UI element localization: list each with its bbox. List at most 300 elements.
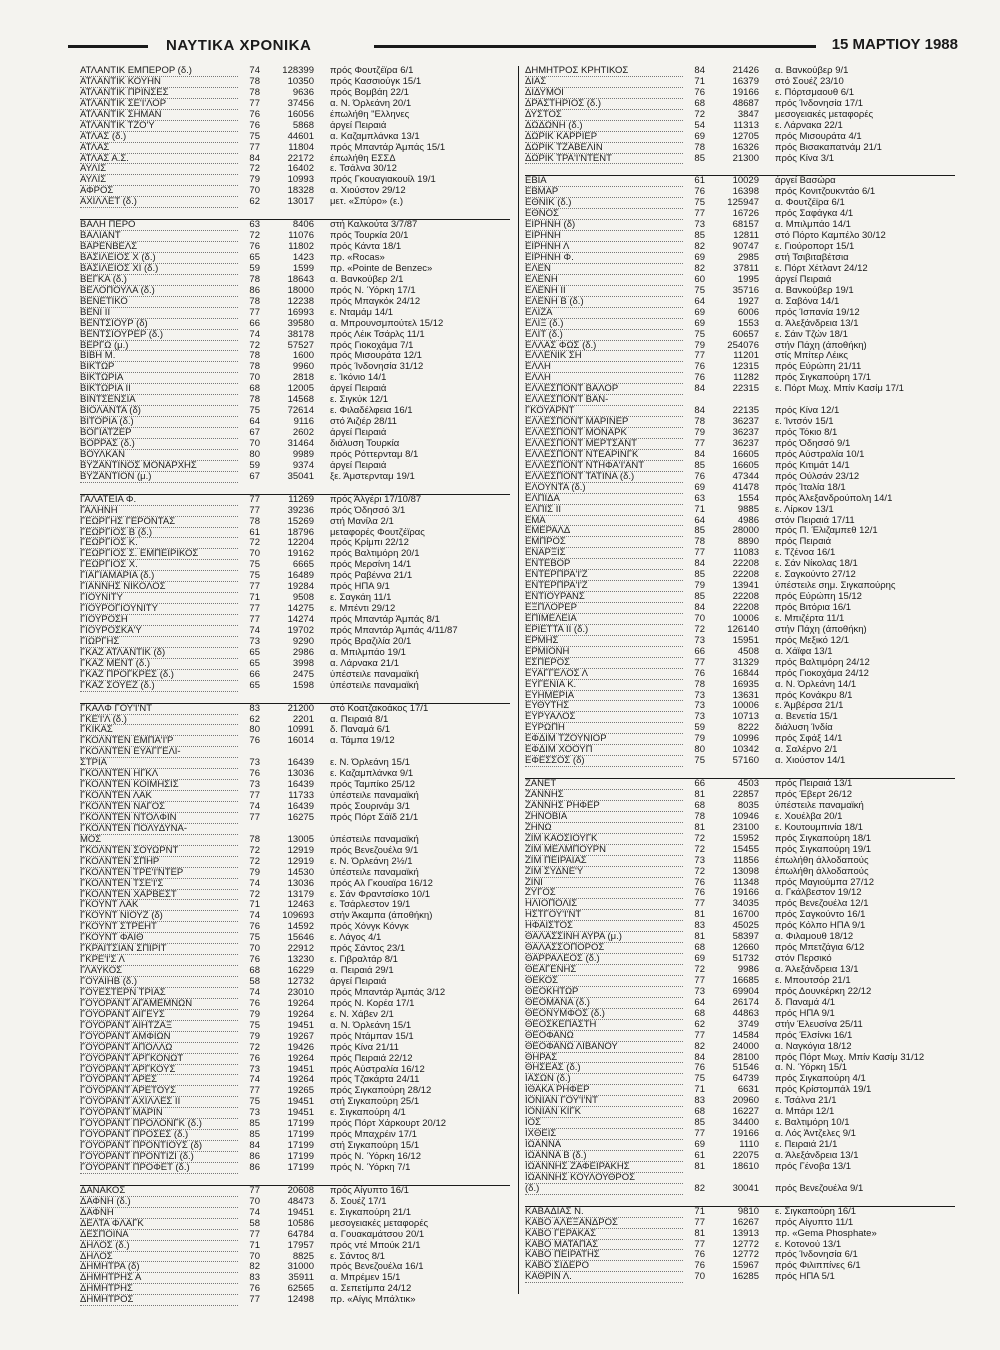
build-year: 72 [694, 964, 705, 975]
position: πρός Ν. Κορέα 17/1 [330, 998, 415, 1009]
ship-row [525, 1184, 955, 1195]
tonnage: 1599 [292, 262, 314, 274]
build-year: 65 [249, 646, 260, 658]
tonnage: 4508 [737, 645, 759, 657]
tonnage: 12772 [732, 1249, 759, 1261]
tonnage: 1553 [737, 317, 759, 329]
ship-name: ΒΕΝΕΤΙΚΟ [80, 297, 238, 308]
build-year: 77 [249, 1184, 260, 1196]
ship-name: ΓΙΑΝΝΗΣ ΝΙΚΟΛΟΣ [80, 582, 238, 593]
ship-name: ΘΗΣΕΑΣ (δ.) [525, 1063, 683, 1074]
position: ξε. Άμστερνταμ 19/1 [330, 471, 415, 482]
tonnage: 26174 [732, 996, 759, 1008]
build-year: 78 [694, 810, 705, 822]
ship-name: ΕΥΘΥΤΗΣ [525, 701, 683, 712]
position: ε. Σάιν Τζών 18/1 [775, 329, 848, 340]
tonnage: 3998 [292, 657, 314, 669]
position: πρός Βομβάη 22/1 [330, 87, 409, 98]
position: α. Λός Άντζελες 9/1 [775, 1129, 856, 1140]
ship-name: ΕΛΕΝΗ [525, 275, 683, 286]
position: πρός Πειραιά [775, 537, 832, 548]
position: ε. Πόρτσμαουθ 6/1 [775, 87, 854, 98]
position: δ. Παναμά 4/1 [775, 997, 835, 1008]
build-year: 84 [694, 383, 705, 395]
ship-row [80, 495, 510, 506]
build-year: 77 [249, 306, 260, 318]
position: πρός Σαφάγκα 4/1 [775, 209, 854, 220]
tonnage: 2985 [737, 252, 759, 263]
ship-name: ΚΑΒΑΔΙΑΣ Ν. [525, 1207, 683, 1218]
ship-name: ΒΕΝΤΣΙΟΥΡ (δ) [80, 319, 238, 330]
ship-name: ΔΩΡΙΚ ΤΖΑΒΕΛΙΝ [525, 143, 683, 154]
position: πρός Ρόττερνταμ 8/1 [330, 449, 419, 460]
ship-name: ΕΘΝΙΚ (δ.) [525, 198, 683, 209]
build-year: 73 [249, 1063, 260, 1075]
position: πρός Πόρτ Σάϊδ 21/1 [330, 812, 419, 823]
tonnage: 13230 [287, 954, 314, 966]
position: πρός Γιοκοχάμα 24/12 [775, 668, 869, 679]
ship-group [525, 66, 955, 164]
build-year: 76 [694, 361, 705, 373]
ship-name: ΕΥΡΩΠΗ [525, 723, 683, 734]
ship-name: ΕΛΠΙΔΑ [525, 494, 683, 505]
position: πρός Φουτζέϊρα 6/1 [330, 66, 414, 76]
build-year: 67 [249, 427, 260, 438]
tonnage: 69904 [732, 985, 759, 997]
ship-name: ΕΛΙΞ (δ.) [525, 319, 683, 330]
ship-name: ΑΤΛΑΣ [80, 143, 238, 154]
ship-name: ΓΚΡΑΙΤΣΙΑΝ ΣΠΙΡΙΤ [80, 944, 238, 955]
position: πρός Κονιτζουκντάο 6/1 [775, 187, 876, 198]
position: α. Σαλέρνο 2/1 [775, 745, 838, 756]
ship-row [525, 1042, 955, 1053]
build-year: 76 [249, 108, 260, 120]
ship-name: ΘΕΟΣΚΕΠΑΣΤΗ [525, 1020, 683, 1031]
ship-name: ΕΙΡΗΝΗ [525, 231, 683, 242]
ship-name: ΗΦΑΙΣΤΟΣ [525, 921, 683, 932]
tonnage: 16275 [287, 811, 314, 823]
build-year: 69 [694, 252, 705, 263]
ship-name: ΓΚΟΛΝΤΕΝ ΕΥΑΓΓΕΛΙ- [80, 747, 238, 758]
ship-list-right-column [518, 66, 955, 1294]
position: πρός Ντάμπαν 15/1 [330, 1031, 414, 1042]
build-year: 60 [694, 273, 705, 285]
build-year: 54 [694, 119, 705, 131]
position: ύπέστειλε παναμαϊκή [330, 791, 419, 802]
ship-row [525, 756, 955, 767]
build-year: 78 [249, 350, 260, 362]
tonnage: 19451 [287, 1019, 314, 1031]
ship-name: ΕΛΛΕΝΙΚ ΣΗ [525, 351, 683, 362]
position: πρ. «Αίγις Μπάλτικ» [330, 1295, 416, 1306]
tonnage: 14274 [287, 614, 314, 625]
ship-name: ΓΚΟΛΝΤΕΝ ΝΤΟΛΦΙΝ [80, 813, 238, 824]
tonnage: 30041 [732, 1182, 759, 1194]
build-year: 75 [249, 1019, 260, 1031]
build-year: 77 [249, 811, 260, 823]
position: άργεί Πειραιά [775, 274, 832, 285]
tonnage: 1554 [737, 492, 759, 504]
tonnage: 31464 [287, 437, 314, 449]
tonnage: 10713 [732, 711, 759, 723]
build-year: 79 [249, 866, 260, 878]
build-year: 74 [249, 877, 260, 889]
ship-row [525, 1162, 955, 1173]
position: ε. Σαγκάη 11/1 [330, 593, 392, 604]
ship-name: ΑΥΛΙΣ [80, 175, 238, 186]
build-year: 73 [694, 689, 705, 701]
ship-name: ΕΛΛΕΣΠΟΝΤ ΒΑΝ- [525, 395, 683, 406]
build-year: 74 [249, 65, 260, 76]
position: πρός Αλ Γκουαϊρα 16/12 [330, 878, 433, 889]
position: στό Πόρτο Καμπέλο 30/12 [775, 231, 886, 242]
position: ε. Μπέντι 29/12 [330, 604, 396, 615]
build-year: 73 [694, 219, 705, 231]
position: ε. Κοτονού 13/1 [775, 1239, 842, 1250]
build-year: 78 [694, 416, 705, 428]
ship-name: ΜΟΣ [80, 835, 238, 846]
build-year: 78 [249, 273, 260, 285]
position: πρός Μισουράτα 4/1 [775, 131, 862, 142]
tonnage: 39236 [287, 504, 314, 516]
build-year: 84 [694, 405, 705, 417]
position: πρός Ραβέννα 21/1 [330, 571, 413, 582]
build-year: 76 [694, 470, 705, 482]
build-year: 75 [694, 328, 705, 340]
position: πρός Μεξικό 12/1 [775, 635, 850, 646]
build-year: 77 [694, 350, 705, 362]
build-year: 68 [249, 383, 260, 395]
position: διάλυση Τουρκία [330, 438, 400, 449]
ship-name: ΕΦΔΙΜ ΤΖΟΥΝΙΟΡ [525, 734, 683, 745]
position: μεσογειακές μεταφορές [775, 109, 874, 120]
ship-name: ΕΛΛΕΣΠΟΝΤ ΝΤΕΑΡΙΝΓΚ [525, 450, 683, 461]
ship-name: ΒΑΣΙΛΕΙΟΣ ΧΙ (δ.) [80, 264, 238, 275]
position: ε. Τσάρλεστον 19/1 [330, 900, 411, 911]
build-year: 70 [249, 943, 260, 955]
position: πρός Πειραιά 13/1 [775, 779, 853, 790]
ship-name: ΕΦΔΙΜ ΧΟΟΥΠ [525, 745, 683, 756]
position: πρός Γκουαγιακουίλ 19/1 [330, 175, 436, 186]
tonnage: 16229 [287, 965, 314, 977]
position: ύπέστειλε παναμαϊκή [330, 680, 419, 691]
position: ε. Ν. Χάβεν 2/1 [330, 1009, 394, 1020]
tonnage: 22857 [732, 789, 759, 800]
tonnage: 22208 [732, 558, 759, 570]
tonnage: 15269 [287, 515, 314, 527]
position: πρός Μπαντάρ Άμπάς 4/11/87 [330, 625, 458, 636]
ship-name: ΘΕΟΦΑΝΩ ΛΙΒΑΝΟΥ [525, 1042, 683, 1053]
ship-name: ΑΤΛΑΝΤΙΚ ΚΟΥΗΝ [80, 77, 238, 88]
build-year: 69 [694, 1139, 705, 1150]
tonnage: 12204 [287, 537, 314, 549]
build-year: 72 [694, 865, 705, 877]
position: πρός Ίσπανία 19/12 [775, 307, 860, 318]
position: α. Λάρνακα 21/1 [330, 658, 399, 669]
ship-row [525, 1229, 955, 1240]
tonnage: 10350 [287, 75, 314, 87]
ship-name: ΒΥΖΑΝΤΙΟΝ (μ.) [80, 472, 238, 483]
position: πρός Ν. Ύόρκη 17/1 [330, 285, 416, 296]
tonnage: 13036 [287, 768, 314, 780]
tonnage: 39580 [287, 317, 314, 329]
build-year: 76 [249, 997, 260, 1009]
build-year: 80 [249, 448, 260, 460]
build-year: 71 [249, 1239, 260, 1251]
build-year: 70 [249, 185, 260, 197]
build-year: 70 [694, 612, 705, 624]
position: ε. Λάρνακα 22/1 [775, 120, 843, 131]
ship-row [525, 154, 955, 165]
build-year: 73 [249, 779, 260, 791]
tonnage: 6665 [292, 559, 314, 571]
position: α. Πειραιά 8/1 [330, 714, 389, 725]
tonnage: 1927 [737, 295, 759, 307]
page-header [68, 34, 958, 58]
ship-name: ΕΥΓΕΝΙΑ Κ. [525, 680, 683, 691]
tonnage: 34035 [732, 898, 759, 910]
tonnage: 14584 [732, 1029, 759, 1041]
ship-row [80, 1043, 510, 1054]
ship-name: ΓΚΟΛΝΤΕΝ ΝΑΓΟΣ [80, 802, 238, 813]
tonnage: 22135 [732, 405, 759, 417]
position: πρός Βαλτιμόρη 20/1 [330, 549, 420, 560]
tonnage: 60657 [732, 328, 759, 340]
ship-name: ΓΙΩΡΓΗΣ [80, 637, 238, 648]
tonnage: 9508 [292, 592, 314, 604]
build-year: 59 [694, 722, 705, 734]
tonnage: 28000 [732, 525, 759, 537]
ship-row [525, 856, 955, 867]
ship-name: ΕΛΛΗ [525, 373, 683, 384]
position: στή Καλκούτα 3/7/87 [330, 220, 418, 231]
tonnage: 17957 [287, 1239, 314, 1251]
ship-name: ΕΙΡΗΝΗ (δ) [525, 220, 683, 231]
ship-name: ΑΤΛΑΝΤΙΚ ΣΕ'Ι'ΛΟΡ [80, 99, 238, 110]
tonnage: 13913 [732, 1227, 759, 1239]
build-year: 77 [249, 1294, 260, 1306]
tonnage: 8406 [292, 219, 314, 231]
position [775, 395, 955, 406]
ship-name: ΖΙΝΙ [525, 878, 683, 889]
build-year: 62 [694, 1018, 705, 1030]
position: στή Σιγκαπούρη 25/1 [330, 1097, 420, 1108]
tonnage: 17199 [287, 1118, 314, 1130]
tonnage: 9116 [293, 416, 314, 428]
position: α. Άλεξάνδρεια 13/1 [775, 1150, 859, 1161]
tonnage: 16439 [287, 757, 314, 769]
build-year: 61 [694, 175, 705, 187]
build-year: 76 [694, 876, 705, 888]
position: α. Τάμπα 19/12 [330, 736, 395, 747]
build-year: 78 [249, 394, 260, 406]
ship-name: ΓΟΥΟΡΑΝΤ ΑΙΓΕΥΣ [80, 1010, 238, 1021]
tonnage: 16605 [732, 448, 759, 460]
ship-name: ΖΙΜ ΜΕΛΜΠΟΥΡΝ [525, 845, 683, 856]
position: πρός Π. Έλιζαμπεθ 12/1 [775, 526, 878, 537]
tonnage: 48473 [287, 1195, 314, 1207]
tonnage: 16685 [732, 974, 759, 986]
build-year: 77 [249, 97, 260, 109]
ship-name: ΖΑΝΝΗΣ ΡΗΦΕΡ [525, 801, 683, 812]
tonnage: 16605 [732, 459, 759, 471]
ship-name: ΗΛΙΟΠΟΛΙΣ [525, 899, 683, 910]
position: α. Μπρέμεν 15/1 [330, 1273, 401, 1284]
tonnage: 11201 [733, 350, 759, 362]
tonnage: 36237 [732, 437, 759, 449]
position: στόν Περσικό [775, 954, 832, 965]
position: ε. Ίντσόν 15/1 [775, 417, 834, 428]
build-year: 64 [694, 514, 705, 526]
ship-name: ΔΩΔΩΝΗ (δ.) [525, 121, 683, 132]
position: ε. Λίρκον 13/1 [775, 504, 834, 515]
position: πρός Μαγιούμπα 27/12 [775, 877, 875, 888]
build-year: 65 [249, 657, 260, 669]
position: πρός Βενεζουέλα 9/1 [330, 845, 419, 856]
ship-name: ΣΤΡΙΑ [80, 758, 238, 769]
build-year: 77 [249, 1085, 260, 1097]
position: πρός ΗΠΑ 9/1 [775, 1008, 835, 1019]
ship-row [80, 506, 510, 517]
build-year: 75 [694, 197, 705, 209]
position: α. Πειραιά 29/1 [330, 966, 394, 977]
build-year: 76 [694, 86, 705, 98]
tonnage: 22912 [287, 943, 314, 955]
ship-name: ΒΕΝΙ ΙΙ [80, 308, 238, 319]
build-year: 59 [249, 459, 260, 471]
position [330, 747, 510, 758]
position: πρός Αίγυπτο 11/1 [775, 1217, 854, 1228]
ship-name: ΕΛΙΤ (δ.) [525, 330, 683, 341]
build-year: 77 [694, 898, 705, 910]
tonnage: 126140 [727, 623, 759, 635]
build-year: 78 [694, 141, 705, 153]
ship-name: ΕΛΛΕΣΠΟΝΤ ΜΑΡΙΝΕΡ [525, 417, 683, 428]
position: πρός Ταμπίκο 25/12 [330, 780, 416, 791]
tonnage: 9374 [292, 459, 314, 471]
position: πρός Σάντος 23/1 [330, 944, 406, 955]
ship-name: ΒΙΚΤΩΡΙΑ [80, 373, 238, 384]
tonnage: 18796 [287, 526, 314, 538]
ship-name: ΔΩΡΙΚ ΤΡΑ'Ι'ΝΤΕΝΤ [525, 154, 683, 165]
tonnage: 13036 [287, 877, 314, 889]
ship-name: ΓΚΟΛΝΤΕΝ ΤΣΕ'Ι'Σ [80, 879, 238, 890]
ship-name: ΓΛΑΥΚΟΣ [80, 966, 238, 977]
tonnage: 19451 [287, 1107, 314, 1119]
position [330, 824, 510, 835]
ship-name: ΕΛΛΕΣΠΟΝΤ ΜΕΡΤΣΑΝΤ [525, 439, 683, 450]
tonnage: 19451 [287, 1063, 314, 1075]
position: πρός Κάντα 18/1 [330, 242, 402, 253]
build-year: 77 [694, 1238, 705, 1250]
tonnage: 22208 [732, 569, 759, 581]
ship-name: ΚΑΘΡΙΝ Λ. [525, 1272, 683, 1283]
ship-name: ΚΑΒΟ ΣΙΔΕΡΟ [525, 1261, 683, 1272]
position: α. Σαβόνα 14/1 [775, 296, 840, 307]
ship-name: ΔΗΛΟΣ [80, 1252, 238, 1263]
tonnage: 16726 [732, 208, 759, 220]
position: πρός Μερσίνη 14/1 [330, 560, 412, 571]
tonnage: 1423 [292, 252, 314, 263]
ship-name: ΔΑΦΝΗ (δ.) [80, 1197, 238, 1208]
tonnage: 11313 [733, 119, 759, 131]
ship-name: ΘΑΛΑΣΣΟΠΟΡΟΣ [525, 943, 683, 954]
position: ε. Πόρτ Μωχ. Μπίν Κασίμ 17/1 [775, 384, 904, 395]
build-year: 85 [249, 1129, 260, 1141]
build-year: 75 [694, 755, 705, 767]
build-year: 66 [694, 645, 705, 657]
ship-name: ΕΛΛΕΣΠΟΝΤ ΜΟΝΑΡΚ [525, 428, 683, 439]
tonnage: 16014 [287, 735, 314, 747]
ship-name: ΕΛΛΗ [525, 362, 683, 373]
position: διάλυση Ίνδία [775, 723, 833, 734]
tonnage: 19702 [287, 624, 314, 636]
tonnage: 15952 [732, 832, 759, 844]
ship-group [525, 175, 955, 767]
tonnage: 19162 [287, 548, 314, 560]
build-year: 72 [694, 623, 705, 635]
ship-group [80, 219, 510, 483]
tonnage: 12919 [287, 844, 314, 856]
build-year: 84 [249, 1140, 260, 1152]
ship-row [80, 121, 510, 132]
build-year: 81 [694, 909, 705, 921]
position: πρός Μισουράτα 12/1 [330, 351, 422, 362]
tonnage: 19166 [732, 1128, 759, 1140]
tonnage: 16285 [732, 1271, 759, 1283]
position: ε. Χουέλβα 20/1 [775, 811, 843, 822]
position: στή Τσιβιταβέτσια [775, 253, 849, 263]
tonnage: 15646 [287, 932, 314, 944]
position: πρός Σαγκούντο 16/1 [775, 910, 866, 921]
build-year: 81 [694, 1227, 705, 1239]
tonnage: 15455 [732, 843, 759, 855]
tonnage: 14275 [287, 603, 314, 615]
tonnage: 34400 [732, 1117, 759, 1129]
tonnage: 19451 [287, 1096, 314, 1108]
ship-name: ΓΚΟΛΝΤΕΝ ΧΑΡΒΕΣΤ [80, 890, 238, 901]
build-year: 72 [249, 230, 260, 242]
tonnage: 17199 [287, 1161, 314, 1173]
tonnage: 13179 [287, 888, 314, 900]
tonnage: 18328 [287, 185, 314, 197]
tonnage: 58397 [732, 931, 759, 943]
ship-name: ΙΩΑΝΝΑ [525, 1140, 683, 1151]
position: ύπέστειλε παναμαϊκή [775, 800, 864, 811]
position: πρός Σιγκαπούρη 4/1 [775, 1074, 866, 1085]
tonnage: 9636 [292, 86, 314, 98]
tonnage: 64784 [287, 1228, 314, 1240]
ship-name: ΓΟΥΟΡΑΝΤ ΑΜΦΙΩΝ [80, 1032, 238, 1043]
tonnage: 21300 [732, 152, 759, 164]
position: α. Ν. Όρλεάνη 15/1 [330, 1020, 412, 1031]
ship-group [80, 66, 510, 208]
position: έπωλήθη ΕΣΣΔ [330, 153, 396, 164]
build-year: 70 [694, 1271, 705, 1283]
ship-name: ΔΗΜΗΤΡΑ (δ) [80, 1262, 238, 1273]
ship-name: ΓΕΩΡΓΙΟΣ Σ. ΕΜΠΕΙΡΙΚΟΣ [80, 549, 238, 560]
ship-row [525, 319, 955, 330]
position: α. Χιούστον 29/12 [330, 186, 406, 197]
position: ε. Μπουτσόρ 21/1 [775, 975, 851, 986]
ship-list-left-column [80, 66, 510, 1317]
ship-name: ΔΡΑΣΤΗΡΙΟΣ (δ.) [525, 99, 683, 110]
ship-name: ΘΕΚΟΣ [525, 976, 683, 987]
build-year: 70 [249, 1195, 260, 1207]
tonnage: 16227 [732, 1106, 759, 1118]
tonnage: 22075 [732, 1149, 759, 1161]
ship-name: ΒΙΝΤΣΕΝΣΙΑ [80, 395, 238, 406]
